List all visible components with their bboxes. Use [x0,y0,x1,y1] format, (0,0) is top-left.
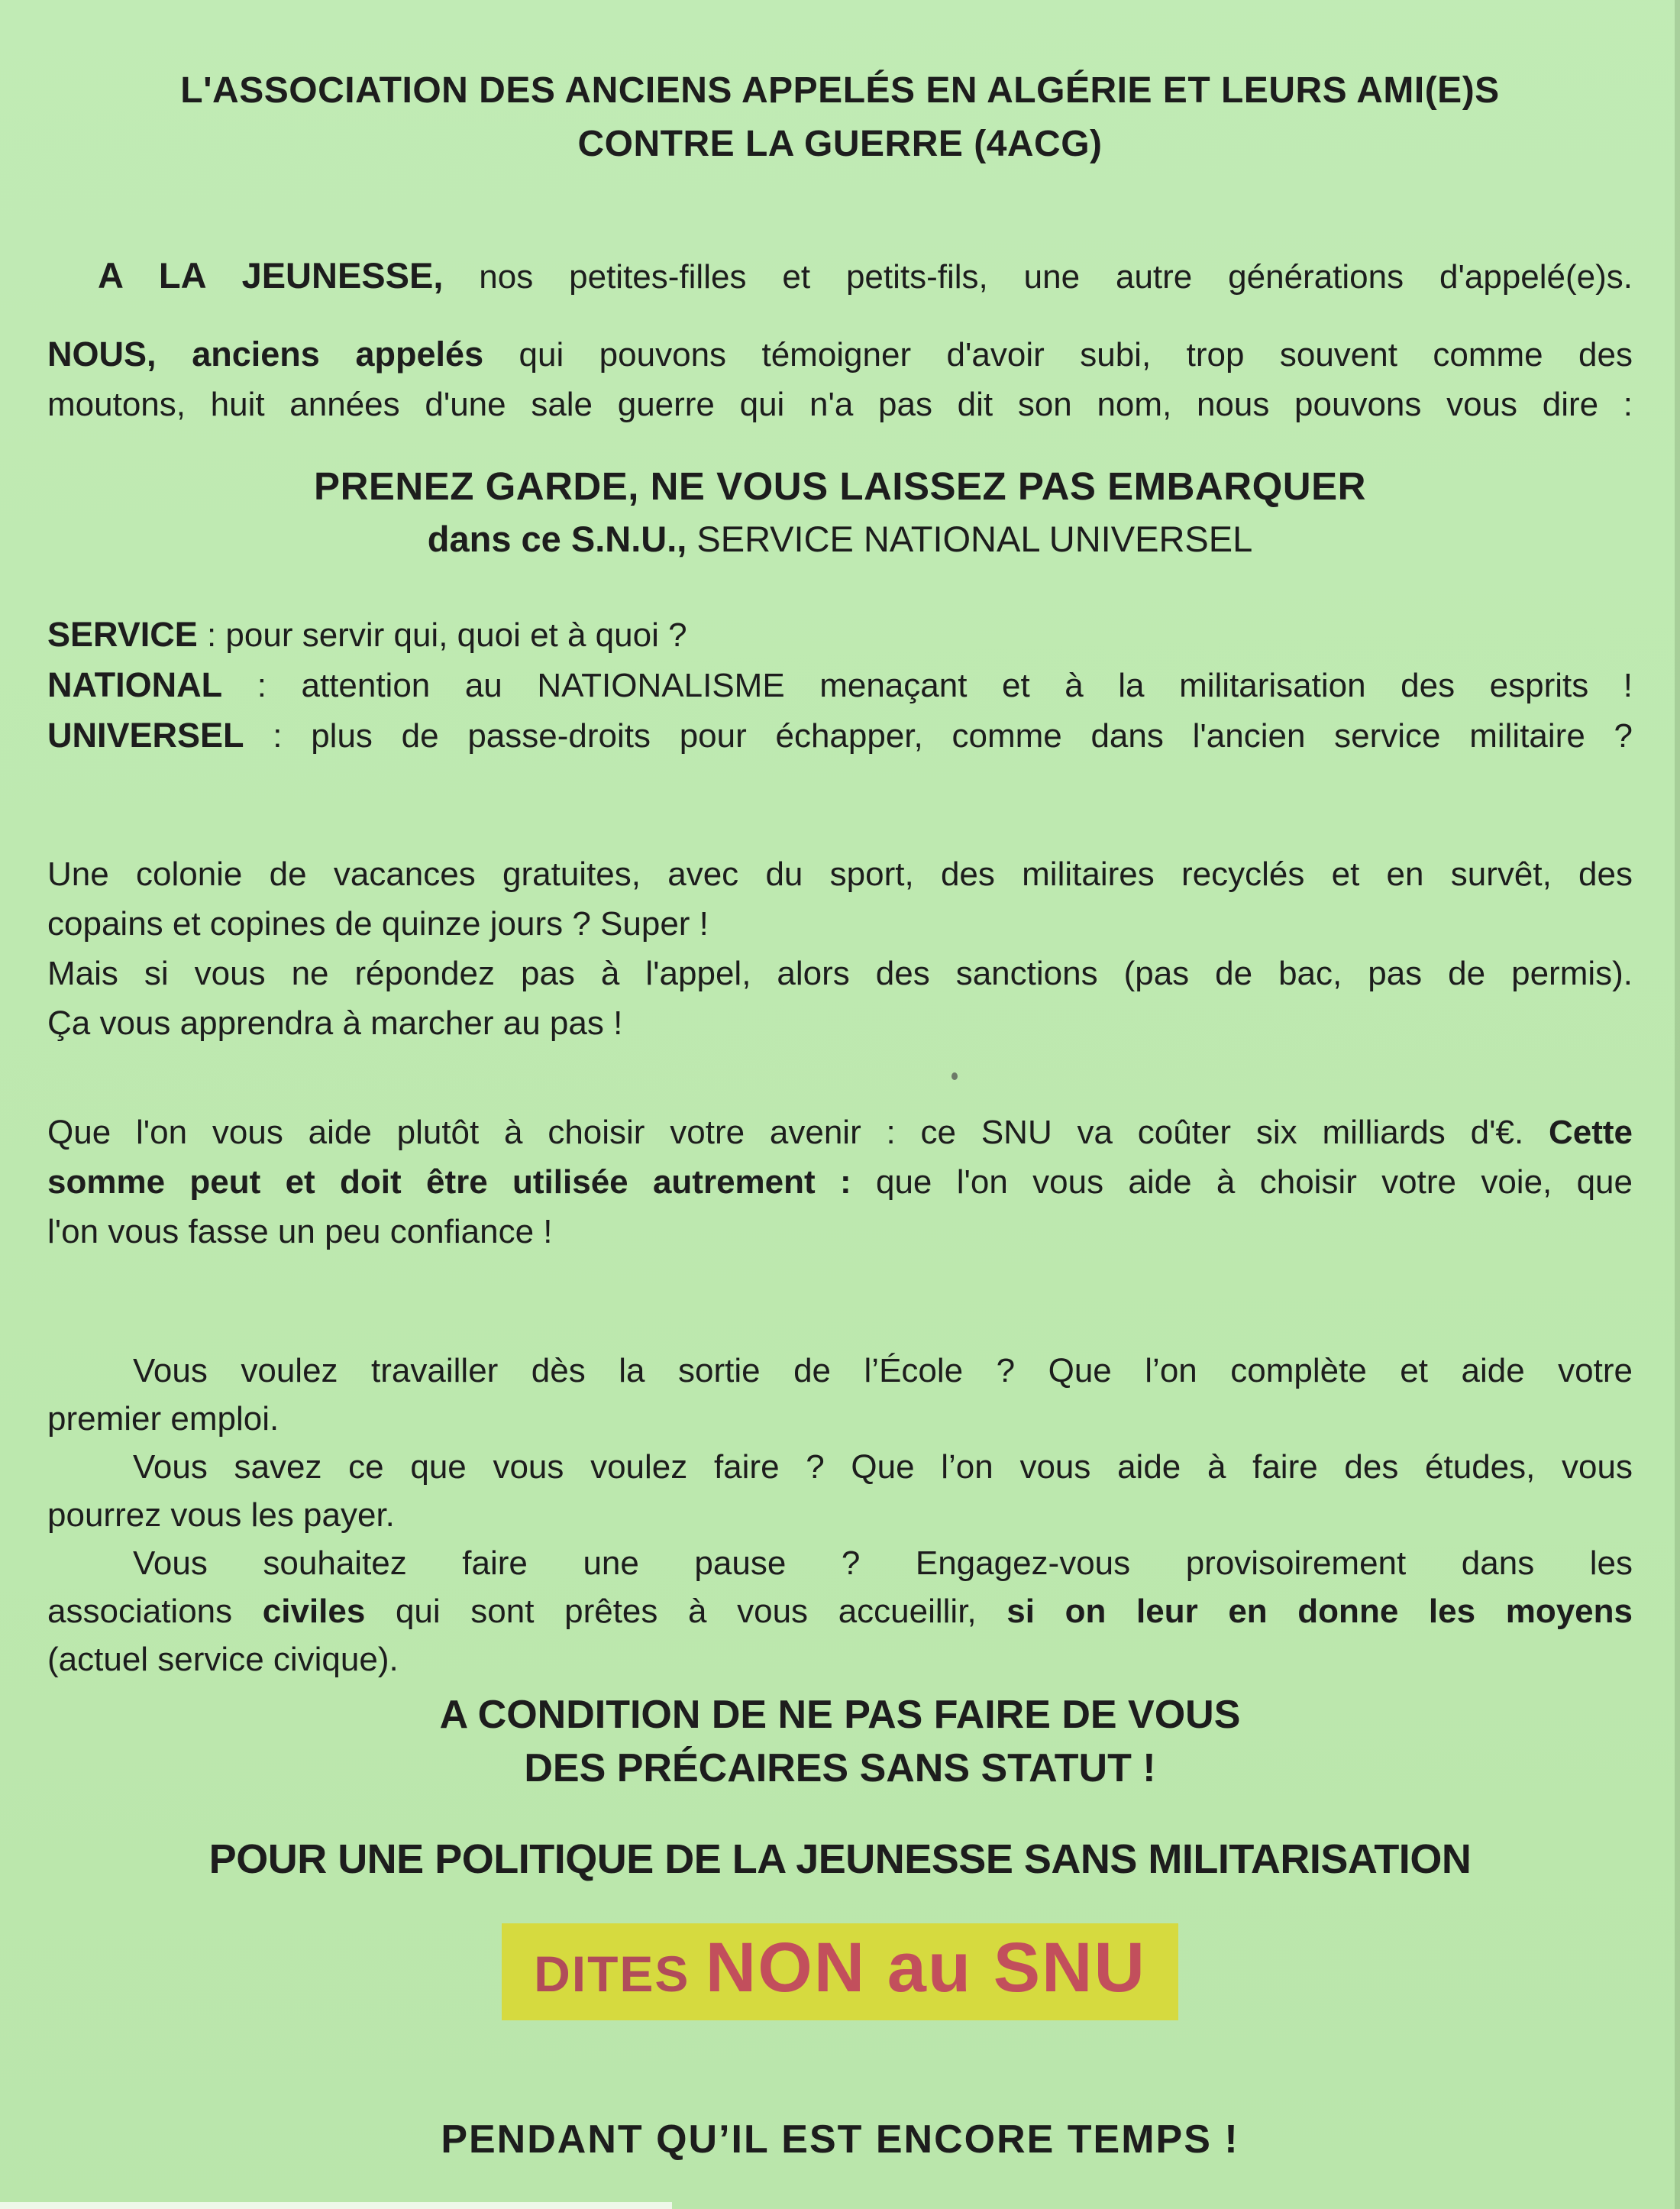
slogan-highlight-box [502,1923,1178,2020]
option-pause-line-2b: civiles [262,1593,366,1630]
aide-line-2-bold: somme peut et doit être utilisée autrement : [47,1163,851,1201]
nous-line-1 [47,329,1633,380]
aide-line-1-bold: Cette [1548,1114,1633,1151]
option-pause-line-1: Vous souhaitez faire une pause ? Engagez-vous provisoirement dans les [133,1544,1633,1582]
title-line-2: CONTRE LA GUERRE (4ACG) [577,124,1103,164]
scan-edge-right [1675,0,1680,2209]
option-pause-line-2c: qui sont prêtes à vous accueillir, [365,1593,1007,1630]
definition-national-term: NATIONAL [47,665,223,704]
condition-line-2: DES PRÉCAIRES SANS STATUT ! [524,1746,1156,1790]
aide-line-1-text: Que l'on vous aide plutôt à choisir votre avenir : ce SNU va coûter six milliards d'€. [47,1114,1549,1151]
warning-line-2 [47,512,1633,567]
definitions-list [47,610,1633,761]
colonie-paragraph [47,849,1633,1048]
nous-lead: NOUS, anciens appelés [47,335,484,374]
salutation-lead: A LA JEUNESSE, [98,255,444,296]
definition-universel [47,710,1633,761]
option-pause-line-2d: si on leur en donne les moyens [1006,1593,1633,1630]
option-pause-line-2 [47,1587,1633,1635]
condition-line-1: A CONDITION DE NE PAS FAIRE DE VOUS [439,1693,1241,1737]
condition-heading [47,1688,1633,1795]
option-studies-line-2: pourrez vous les payer. [47,1496,395,1534]
warning-line-2-lead: dans ce S.N.U., [427,519,687,559]
options-section [47,1347,1633,1683]
definition-service-term: SERVICE [47,615,198,654]
warning-line-1: PRENEZ GARDE, NE VOUS LAISSEZ PAS EMBARQUER [314,464,1366,508]
slogan-area [47,1923,1633,2020]
flyer-title [47,64,1633,171]
definition-national [47,660,1633,710]
definition-universel-term: UNIVERSEL [47,716,244,755]
option-work-line-2: premier emploi. [47,1400,279,1438]
definition-universel-text: : plus de passe-droits pour échapper, comme dans l'ancien service militaire ? [244,717,1633,755]
warning-line-2-rest: SERVICE NATIONAL UNIVERSEL [687,519,1253,559]
nous-line-1-rest: qui pouvons témoigner d'avoir subi, trop souvent comme des [483,336,1633,374]
warning-heading [47,461,1633,567]
aide-paragraph [47,1108,1633,1257]
nous-paragraph [47,329,1633,429]
option-work-line-1: Vous voulez travailler dès la sortie de l’École ? Que l’on complète et aide votre [133,1352,1633,1389]
aide-line-1 [47,1108,1633,1157]
definition-service [47,610,1633,660]
colonie-line-2: copains et copines de quinze jours ? Super ! [47,905,709,943]
aide-line-2 [47,1157,1633,1207]
scan-edge-bottom [0,2202,672,2209]
colonie-line-4: Ça vous apprendra à marcher au pas ! [47,1004,623,1042]
aide-line-3: l'on vous fasse un peu confiance ! [47,1213,553,1250]
definition-national-text: : attention au NATIONALISME menaçant et à la militarisation des esprits ! [222,667,1633,704]
slogan-lead: DITES [534,1945,706,2002]
title-line-1: L'ASSOCIATION DES ANCIENS APPELÉS EN ALGÉRIE ET LEURS AMI(E)S [180,70,1500,111]
colonie-line-3: Mais si vous ne répondez pas à l'appel, alors des sanctions (pas de bac, pas de permis). [47,955,1633,992]
salutation-line [47,251,1633,302]
option-pause-line-2a: associations [47,1593,263,1630]
politique-heading: POUR UNE POLITIQUE DE LA JEUNESSE SANS MILITARISATION [208,1836,1472,1882]
closing-line: PENDANT QU’IL EST ENCORE TEMPS ! [441,2117,1239,2162]
slogan-main: NON au SNU [705,1929,1146,2007]
option-studies-line-1: Vous savez ce que vous voulez faire ? Que l’on vous aide à faire des études, vous [133,1448,1633,1486]
nous-line-2: moutons, huit années d'une sale guerre qui n'a pas dit son nom, nous pouvons vous dire : [47,386,1633,423]
salutation-rest: nos petites-filles et petits-fils, une autre générations d'appelé(e)s. [443,258,1633,296]
definition-service-text: : pour servir qui, quoi et à quoi ? [197,616,687,654]
colonie-line-1: Une colonie de vacances gratuites, avec du sport, des militaires recyclés et en survêt, des [47,855,1633,893]
option-pause-line-3: (actuel service civique). [47,1641,399,1678]
aide-line-2-text: que l'on vous aide à choisir votre voie, que [851,1163,1633,1201]
scan-artifact-dot [951,1072,958,1080]
